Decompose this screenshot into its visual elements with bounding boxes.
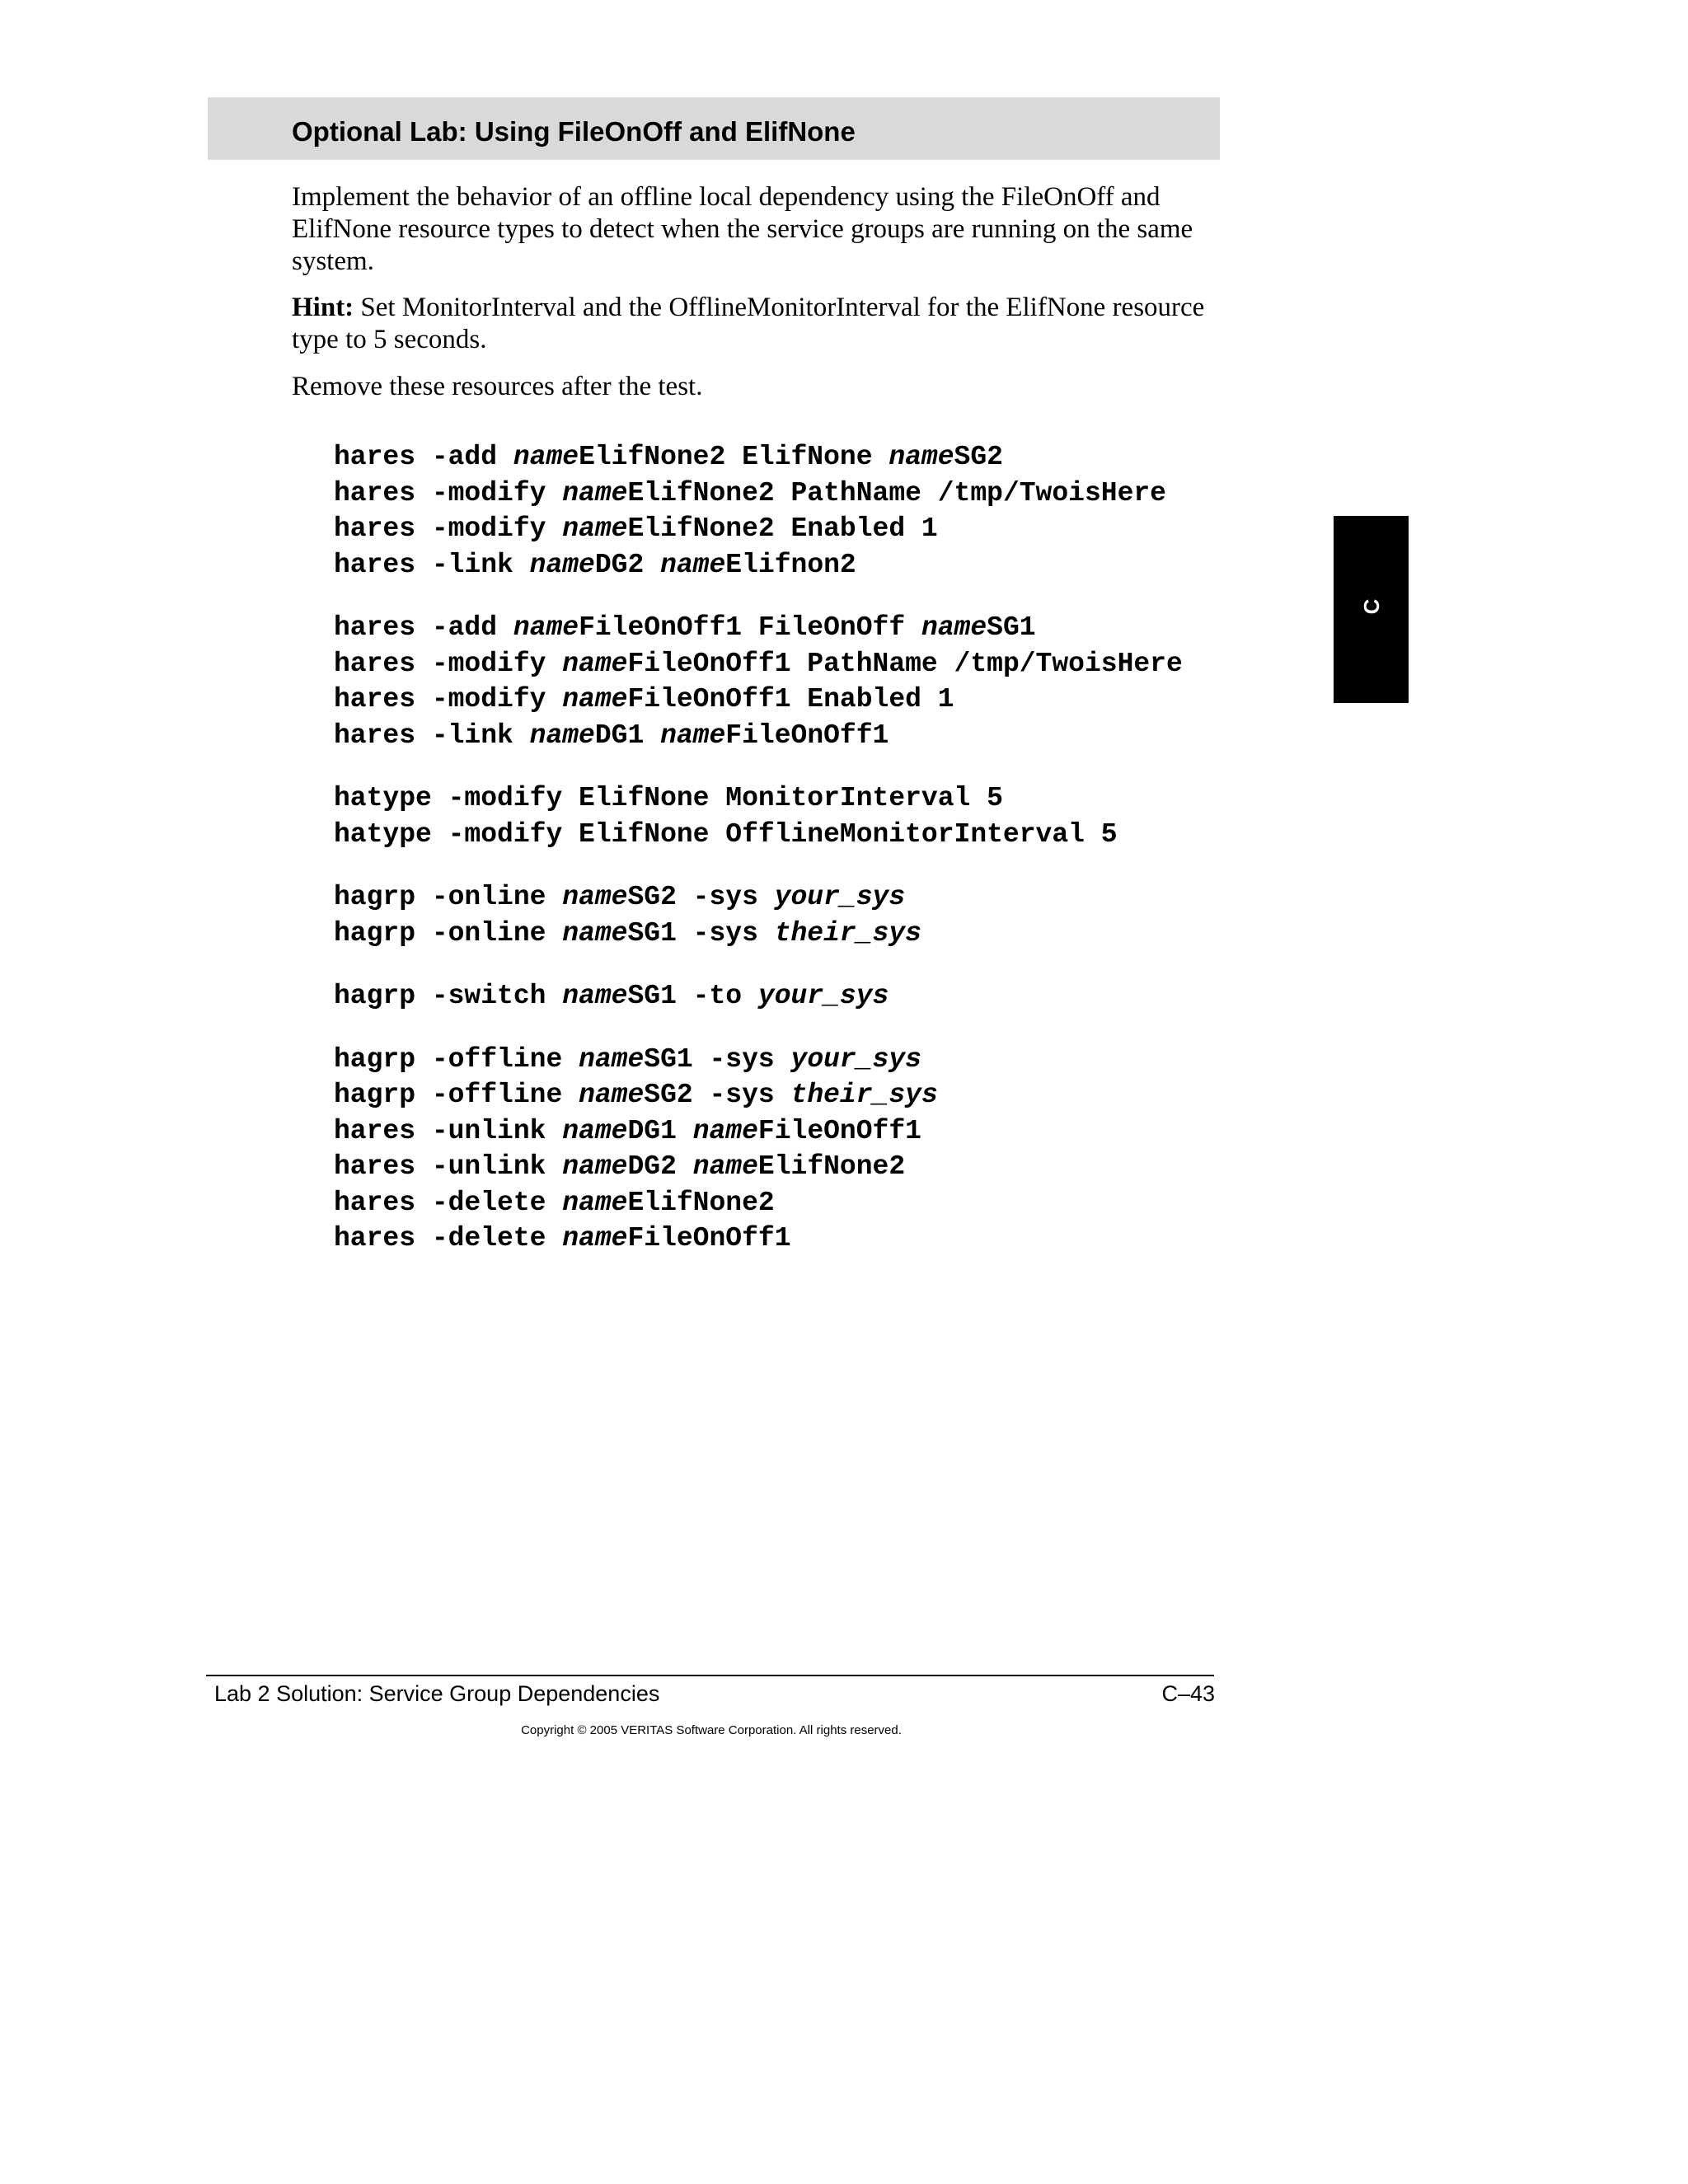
code-text: FileOnOff1: [725, 719, 889, 751]
code-text: SG2 -sys: [644, 1080, 791, 1110]
code-text: hares -modify: [334, 513, 563, 544]
code-line: [334, 547, 1183, 583]
code-placeholder: name: [562, 477, 628, 509]
code-line: [334, 780, 1183, 817]
code-text: hatype -modify ElifNone MonitorInterval 5: [334, 783, 1003, 813]
code-placeholder: name: [529, 549, 595, 580]
code-placeholder: name: [529, 719, 595, 751]
code-text: hares -link: [334, 719, 530, 751]
code-line: [334, 1221, 1183, 1257]
code-text: hares -delete: [334, 1223, 563, 1254]
code-placeholder: name: [562, 1115, 628, 1146]
code-text: FileOnOff1 Enabled 1: [627, 684, 954, 715]
code-placeholder: name: [921, 612, 987, 643]
code-line: [334, 511, 1183, 547]
section-title: Optional Lab: Using FileOnOff and ElifNone: [292, 116, 856, 147]
code-text: FileOnOff1 FileOnOff: [579, 612, 921, 643]
code-text: hagrp -online: [334, 917, 563, 949]
code-text: SG1 -sys: [627, 917, 775, 949]
code-placeholder: name: [562, 917, 628, 949]
code-text: hares -modify: [334, 477, 563, 509]
code-placeholder: name: [562, 981, 628, 1011]
code-line: [334, 1149, 1183, 1185]
code-text: ElifNone2: [757, 1151, 906, 1182]
code-text: Elifnon2: [725, 549, 856, 580]
code-placeholder: name: [692, 1115, 758, 1146]
code-line: [334, 916, 1183, 952]
code-line: [334, 1077, 1183, 1113]
code-text: ElifNone2 ElifNone: [579, 442, 889, 472]
code-placeholder: name: [579, 1043, 645, 1075]
section-header-band: [208, 97, 1220, 160]
hint-text: Set MonitorInterval and the OfflineMonitorInterval for the ElifNone resource type to 5 seconds.: [292, 293, 1205, 354]
code-text: SG1 -to: [627, 981, 758, 1011]
code-text: hares -add: [334, 612, 513, 643]
code-text: hares -unlink: [334, 1151, 563, 1182]
code-group: [334, 978, 1183, 1015]
code-line: [334, 978, 1183, 1015]
appendix-tab-letter: C: [1358, 598, 1384, 615]
code-text: FileOnOff1: [757, 1115, 921, 1146]
code-placeholder: name: [562, 1223, 628, 1254]
code-placeholder: your_sys: [757, 981, 889, 1011]
code-text: ElifNone2: [627, 1187, 775, 1218]
footer-page-number: C–43: [1161, 1681, 1215, 1706]
code-text: hares -modify: [334, 684, 563, 715]
code-line: [334, 476, 1183, 512]
code-placeholder: your_sys: [774, 882, 906, 912]
code-text: hares -link: [334, 549, 530, 580]
code-placeholder: name: [562, 1151, 628, 1182]
code-placeholder: name: [513, 612, 579, 643]
code-group: [334, 439, 1183, 583]
code-line: [334, 646, 1183, 682]
code-text: hares -add: [334, 442, 513, 472]
code-placeholder: name: [660, 549, 726, 580]
code-text: DG2: [627, 1151, 693, 1182]
hint-label: Hint:: [292, 293, 354, 322]
code-text: SG1: [987, 612, 1036, 643]
intro-paragraph: Implement the behavior of an offline local dependency using the FileOnOff and ElifNone resource types to detect when the service groups are running on the same system.: [292, 182, 1193, 276]
code-placeholder: name: [562, 513, 628, 544]
code-line: [334, 1185, 1183, 1221]
command-code-block: [334, 439, 1183, 1284]
code-line: [334, 817, 1183, 853]
code-text: hares -modify: [334, 648, 563, 679]
copyright-notice: Copyright © 2005 VERITAS Software Corporation. All rights reserved.: [521, 1723, 902, 1737]
code-placeholder: name: [889, 442, 954, 472]
code-text: hares -unlink: [334, 1115, 563, 1146]
code-text: DG1: [594, 719, 661, 751]
code-placeholder: name: [692, 1151, 758, 1182]
code-text: hatype -modify ElifNone OfflineMonitorInterval 5: [334, 818, 1118, 850]
cleanup-paragraph: Remove these resources after the test.: [292, 372, 703, 401]
code-group: [334, 879, 1183, 951]
code-line: [334, 1113, 1183, 1150]
code-placeholder: their_sys: [774, 917, 921, 949]
code-line: [334, 610, 1183, 646]
footer-section-title: Lab 2 Solution: Service Group Dependencies: [214, 1681, 660, 1706]
code-text: FileOnOff1 PathName /tmp/TwoisHere: [627, 648, 1183, 679]
code-placeholder: name: [579, 1080, 645, 1110]
code-placeholder: name: [660, 719, 726, 751]
code-line: [334, 879, 1183, 916]
code-text: hagrp -offline: [334, 1080, 579, 1110]
code-text: FileOnOff1: [627, 1223, 791, 1254]
code-placeholder: name: [562, 882, 628, 912]
code-text: hagrp -switch: [334, 981, 563, 1011]
code-group: [334, 1042, 1183, 1257]
code-text: ElifNone2 Enabled 1: [627, 513, 938, 544]
code-line: [334, 1042, 1183, 1078]
code-line: [334, 439, 1183, 476]
code-placeholder: name: [562, 684, 628, 715]
code-line: [334, 718, 1183, 754]
code-text: SG1 -sys: [644, 1043, 791, 1075]
code-text: SG2: [954, 442, 1003, 472]
code-placeholder: name: [562, 1187, 628, 1218]
code-text: ElifNone2 PathName /tmp/TwoisHere: [627, 477, 1166, 509]
footer-divider: [206, 1675, 1214, 1676]
code-text: DG1: [627, 1115, 693, 1146]
code-text: DG2: [594, 549, 661, 580]
code-text: hares -delete: [334, 1187, 563, 1218]
code-placeholder: your_sys: [790, 1043, 921, 1075]
code-text: hagrp -offline: [334, 1043, 579, 1075]
code-placeholder: their_sys: [790, 1080, 938, 1110]
code-group: [334, 610, 1183, 753]
code-group: [334, 780, 1183, 852]
code-line: [334, 682, 1183, 718]
appendix-side-tab: [1334, 516, 1409, 703]
code-text: hagrp -online: [334, 882, 563, 912]
code-placeholder: name: [513, 442, 579, 472]
code-placeholder: name: [562, 648, 628, 679]
hint-paragraph: [292, 292, 1223, 356]
code-text: SG2 -sys: [627, 882, 775, 912]
